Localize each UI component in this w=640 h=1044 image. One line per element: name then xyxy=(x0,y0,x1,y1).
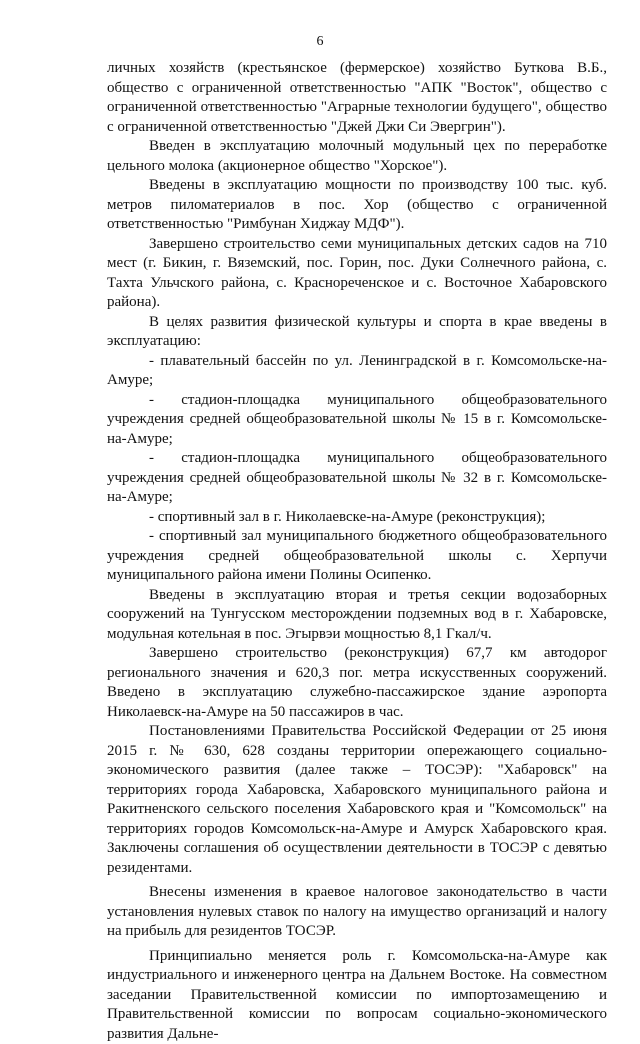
paragraph-farms-continued: личных хозяйств (крестьянское (фермерское) хозяйство Буткова В.Б., общество с ограниченной ответственностью "АПК "Восток", общество с ограниченной ответственностью "Аграрные технологии будущего", общество с ограниченной ответственностью "Джей Джи Си Эвергрин"). xyxy=(107,59,607,137)
paragraph-tosér: Постановлениями Правительства Российской Федерации от 25 июня 2015 г. № 630, 628 созданы территории опережающего социально-экономического развития (далее также – ТОСЭР): "Хабаровск" на территориях города Хабаровска, Хабаровского муниципального района и Ракитненского сельского поселения Хабаровского края и "Комсомольск" на территориях городов Комсомольск-на-Амуре и Амурск Хабаровского края. Заключены соглашения об осуществлении деятельности в ТОСЭР с девятью резидентами. xyxy=(107,722,607,878)
paragraph-kindergartens: Завершено строительство семи муниципальных детских садов на 710 мест (г. Бикин, г. Вяземский, пос. Горин, пос. Дуки Солнечного района, с. Тахта Ульчского района, с. Краснореченское и с. Восточное Хабаровского района). xyxy=(107,235,607,313)
paragraph-tax: Внесены изменения в краевое налоговое законодательство в части установления нулевых ставок по налогу на имущество организаций и налогу на прибыль для резидентов ТОСЭР. xyxy=(107,883,607,942)
paragraph-sports-intro: В целях развития физической культуры и спорта в крае введены в эксплуатацию: xyxy=(107,313,607,352)
paragraph-lumber: Введены в эксплуатацию мощности по производству 100 тыс. куб. метров пиломатериалов в пос. Хор (общество с ограниченной ответственностью "Римбунан Хиджау МДФ"). xyxy=(107,176,607,235)
list-item-stadium-15: - стадион-площадка муниципального общеобразовательного учреждения средней общеобразовательной школы № 15 в г. Комсомольске-на-Амуре; xyxy=(107,391,607,450)
paragraph-komsomolsk-role: Принципиально меняется роль г. Комсомольска-на-Амуре как индустриального и инженерного центра на Дальнем Востоке. На совместном заседании Правительственной комиссии по импортозамещению и Правительственной комиссии по вопросам социально-экономического развития Дальне- xyxy=(107,947,607,1044)
paragraph-roads-airport: Завершено строительство (реконструкция) 67,7 км автодорог регионального значения и 620,3 пог. метра искусственных сооружений. Введено в эксплуатацию служебно-пассажирское здание аэропорта Николаевск-на-Амуре на 50 пассажиров в час. xyxy=(107,644,607,722)
list-item-gym-kherpuchi: - спортивный зал муниципального бюджетного общеобразовательного учреждения средней общеобразовательной школы с. Херпучи муниципального района имени Полины Осипенко. xyxy=(107,527,607,586)
list-item-gym-nikolaevsk: - спортивный зал в г. Николаевске-на-Амуре (реконструкция); xyxy=(107,508,607,528)
page-number: 6 xyxy=(0,34,640,50)
list-item-stadium-32: - стадион-площадка муниципального общеобразовательного учреждения средней общеобразовательной школы № 32 в г. Комсомольске-на-Амуре; xyxy=(107,449,607,508)
paragraph-dairy: Введен в эксплуатацию молочный модульный цех по переработке цельного молока (акционерное общество "Хорское"). xyxy=(107,137,607,176)
document-body xyxy=(107,59,607,1044)
paragraph-water-intake: Введены в эксплуатацию вторая и третья секции водозаборных сооружений на Тунгусском месторождении подземных вод в г. Хабаровске, модульная котельная в пос. Эгырвэи мощностью 8,1 Гкал/ч. xyxy=(107,586,607,645)
list-item-pool: - плавательный бассейн по ул. Ленинградской в г. Комсомольске-на-Амуре; xyxy=(107,352,607,391)
